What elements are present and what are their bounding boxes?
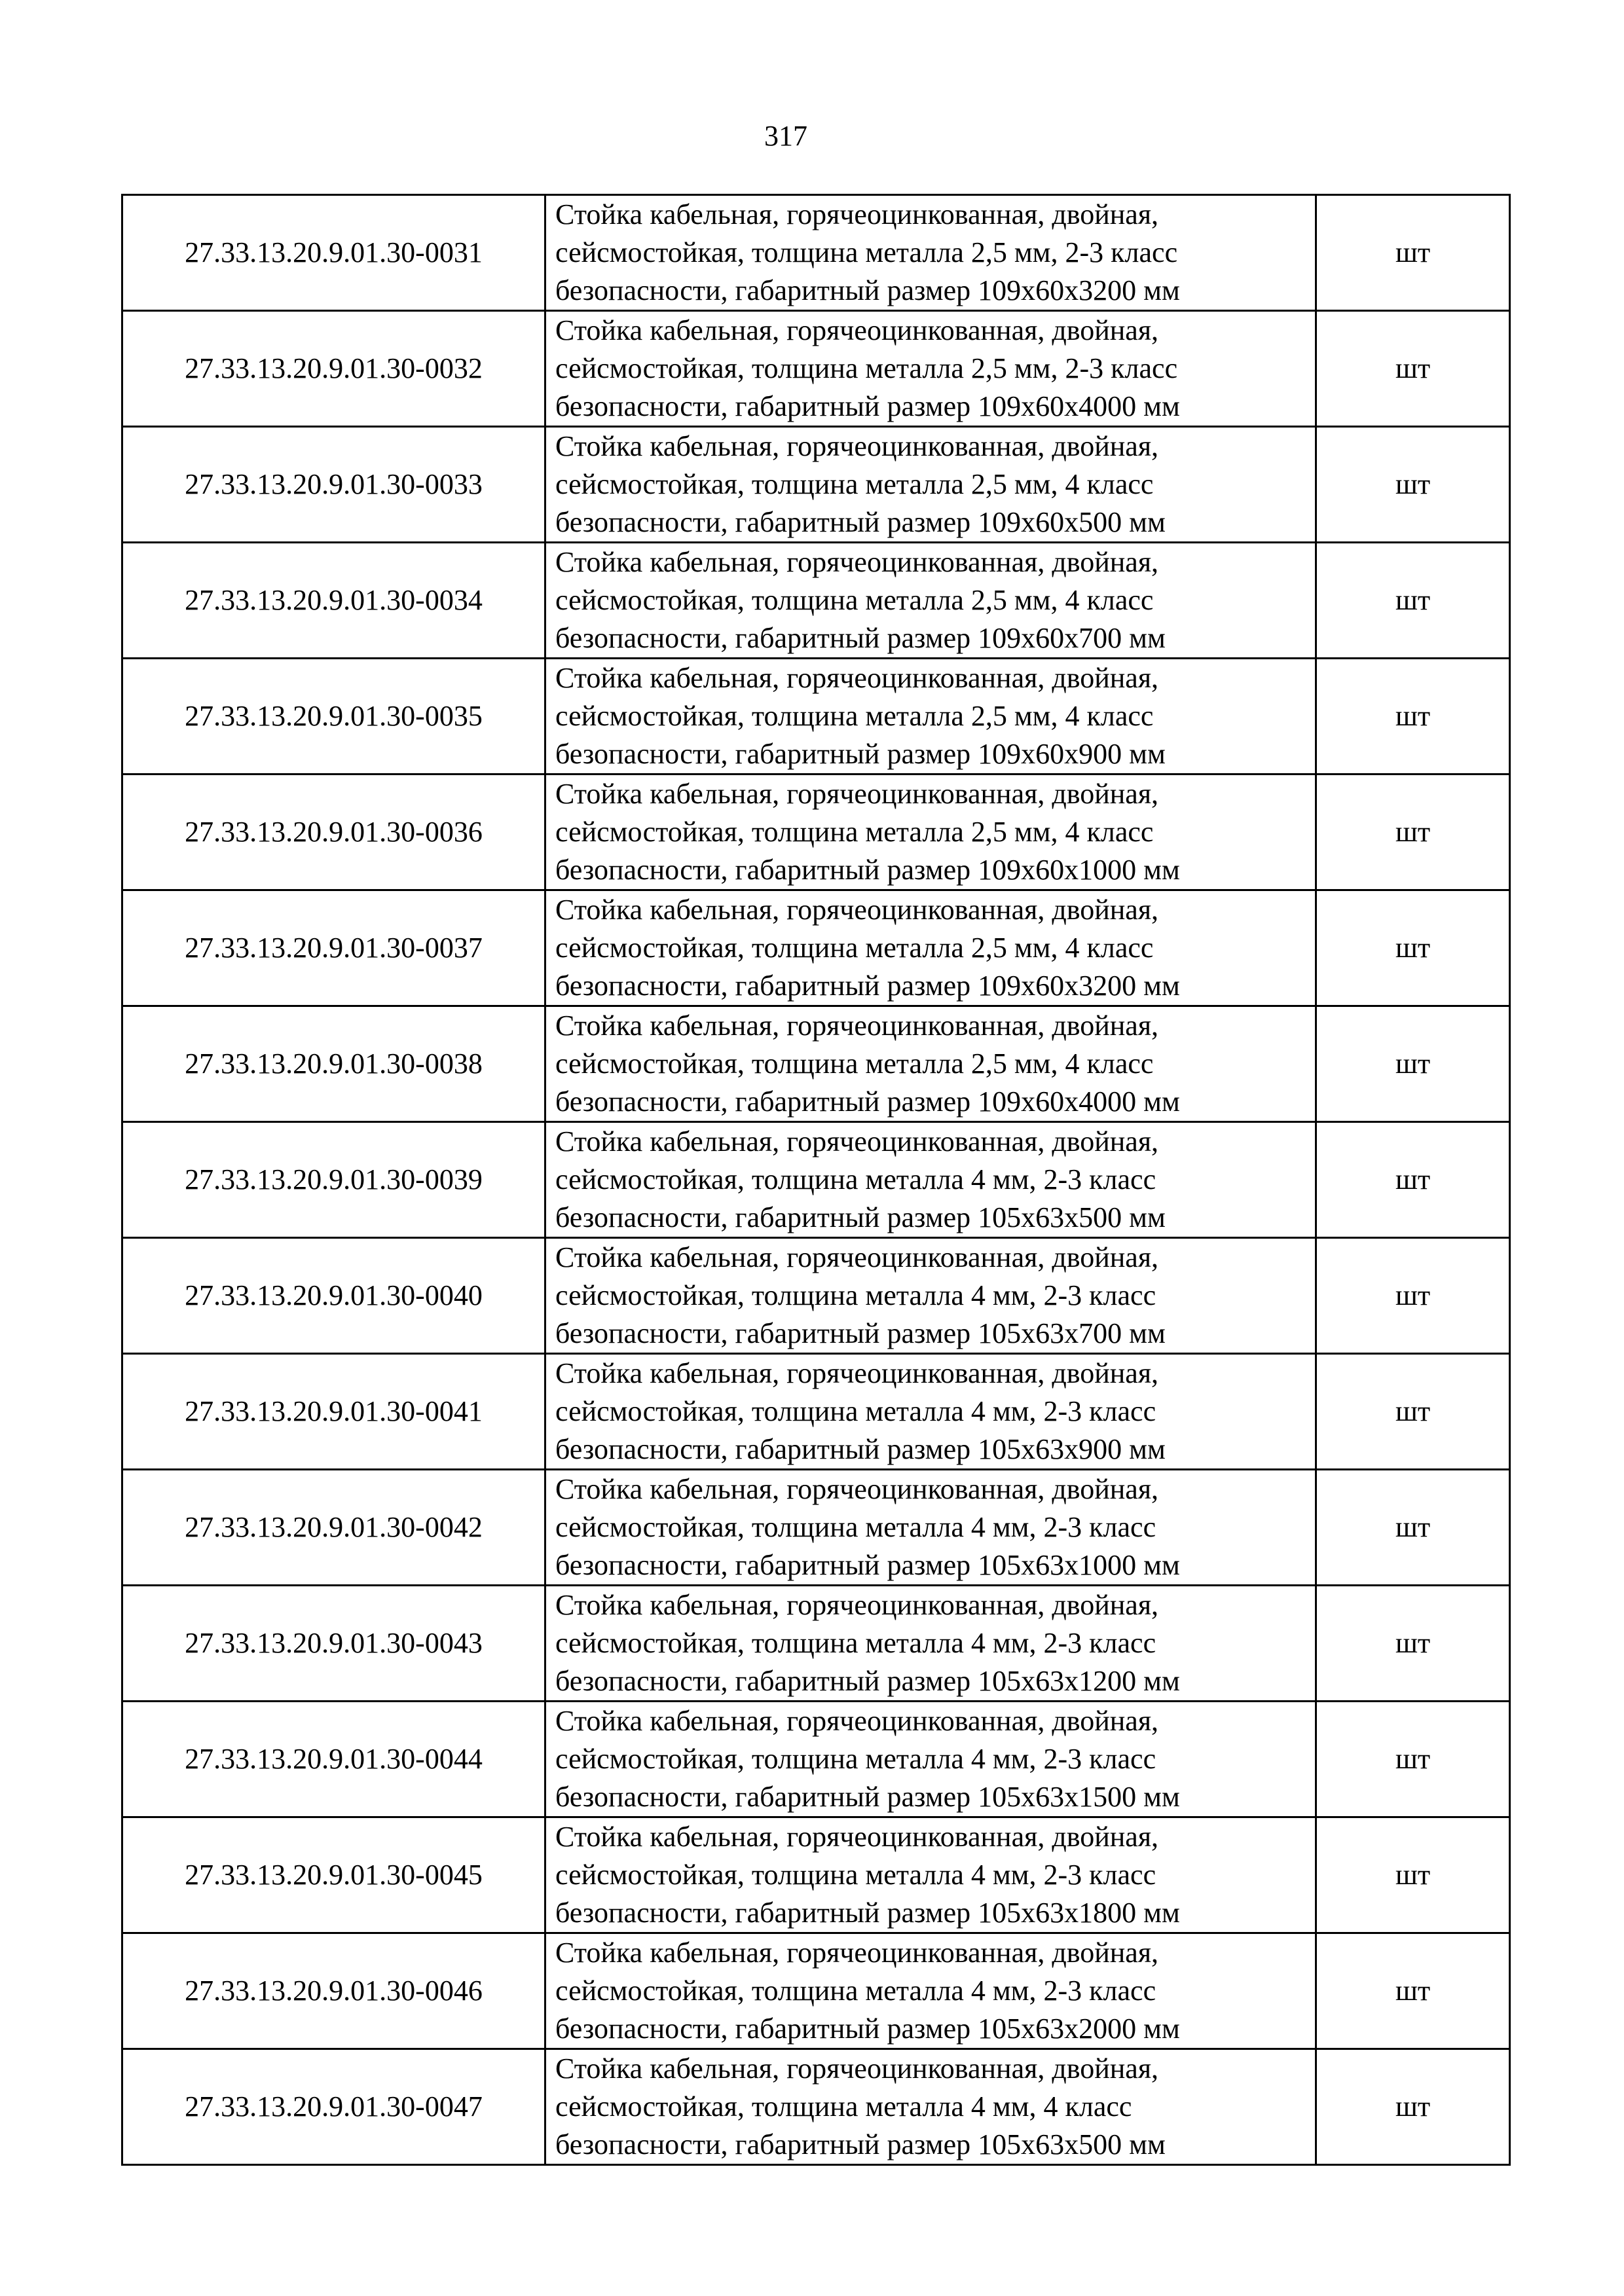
resource-unit: шт [1316, 195, 1510, 311]
resource-unit: шт [1316, 1006, 1510, 1122]
table-row [122, 1702, 1510, 1817]
table-row [122, 195, 1510, 311]
page-number: 317 [764, 120, 807, 152]
resource-description: Стойка кабельная, горячеоцинкованная, двойная, сейсмостойкая, толщина металла 2,5 мм, 4 класс безопасности, габаритный размер 109х60х1000 мм [545, 774, 1316, 890]
table-row [122, 774, 1510, 890]
resource-code: 27.33.13.20.9.01.30-0034 [122, 543, 545, 659]
resource-unit: шт [1316, 1586, 1510, 1702]
resource-code: 27.33.13.20.9.01.30-0036 [122, 774, 545, 890]
resource-code: 27.33.13.20.9.01.30-0044 [122, 1702, 545, 1817]
table-row [122, 2049, 1510, 2165]
table-row [122, 1006, 1510, 1122]
resource-unit: шт [1316, 1817, 1510, 1933]
resource-code: 27.33.13.20.9.01.30-0045 [122, 1817, 545, 1933]
resource-description: Стойка кабельная, горячеоцинкованная, двойная, сейсмостойкая, толщина металла 4 мм, 2-3 класс безопасности, габаритный размер 105х63х1800 мм [545, 1817, 1316, 1933]
resource-unit: шт [1316, 1933, 1510, 2049]
resource-description: Стойка кабельная, горячеоцинкованная, двойная, сейсмостойкая, толщина металла 2,5 мм, 2-3 класс безопасности, габаритный размер 109х60х3200 мм [545, 195, 1316, 311]
table-row [122, 427, 1510, 543]
resource-unit: шт [1316, 427, 1510, 543]
resource-unit: шт [1316, 1238, 1510, 1354]
resource-description: Стойка кабельная, горячеоцинкованная, двойная, сейсмостойкая, толщина металла 4 мм, 2-3 класс безопасности, габаритный размер 105х63х1500 мм [545, 1702, 1316, 1817]
resource-code: 27.33.13.20.9.01.30-0032 [122, 311, 545, 427]
resource-description: Стойка кабельная, горячеоцинкованная, двойная, сейсмостойкая, толщина металла 4 мм, 2-3 класс безопасности, габаритный размер 105х63х700 мм [545, 1238, 1316, 1354]
resource-code: 27.33.13.20.9.01.30-0031 [122, 195, 545, 311]
resource-code: 27.33.13.20.9.01.30-0035 [122, 659, 545, 774]
table-row [122, 1238, 1510, 1354]
resource-description: Стойка кабельная, горячеоцинкованная, двойная, сейсмостойкая, толщина металла 4 мм, 2-3 класс безопасности, габаритный размер 105х63х500 мм [545, 1122, 1316, 1238]
resource-code: 27.33.13.20.9.01.30-0040 [122, 1238, 545, 1354]
resource-table [121, 194, 1511, 2166]
table-row [122, 1586, 1510, 1702]
resource-unit: шт [1316, 774, 1510, 890]
resource-code: 27.33.13.20.9.01.30-0042 [122, 1470, 545, 1586]
table-row [122, 890, 1510, 1006]
resource-code: 27.33.13.20.9.01.30-0047 [122, 2049, 545, 2165]
table-row [122, 1470, 1510, 1586]
resource-code: 27.33.13.20.9.01.30-0038 [122, 1006, 545, 1122]
resource-description: Стойка кабельная, горячеоцинкованная, двойная, сейсмостойкая, толщина металла 4 мм, 2-3 класс безопасности, габаритный размер 105х63х1200 мм [545, 1586, 1316, 1702]
resource-description: Стойка кабельная, горячеоцинкованная, двойная, сейсмостойкая, толщина металла 4 мм, 2-3 класс безопасности, габаритный размер 105х63х900 мм [545, 1354, 1316, 1470]
resource-unit: шт [1316, 1470, 1510, 1586]
resource-code: 27.33.13.20.9.01.30-0046 [122, 1933, 545, 2049]
resource-unit: шт [1316, 890, 1510, 1006]
table-row [122, 543, 1510, 659]
resource-code: 27.33.13.20.9.01.30-0043 [122, 1586, 545, 1702]
resource-code: 27.33.13.20.9.01.30-0041 [122, 1354, 545, 1470]
resource-unit: шт [1316, 1122, 1510, 1238]
resource-description: Стойка кабельная, горячеоцинкованная, двойная, сейсмостойкая, толщина металла 2,5 мм, 4 класс безопасности, габаритный размер 109х60х900 мм [545, 659, 1316, 774]
table-row [122, 659, 1510, 774]
resource-description: Стойка кабельная, горячеоцинкованная, двойная, сейсмостойкая, толщина металла 2,5 мм, 2-3 класс безопасности, габаритный размер 109х60х4000 мм [545, 311, 1316, 427]
table-row [122, 311, 1510, 427]
resource-description: Стойка кабельная, горячеоцинкованная, двойная, сейсмостойкая, толщина металла 2,5 мм, 4 класс безопасности, габаритный размер 109х60х4000 мм [545, 1006, 1316, 1122]
resource-code: 27.33.13.20.9.01.30-0039 [122, 1122, 545, 1238]
resource-description: Стойка кабельная, горячеоцинкованная, двойная, сейсмостойкая, толщина металла 4 мм, 4 класс безопасности, габаритный размер 105х63х500 мм [545, 2049, 1316, 2165]
resource-description: Стойка кабельная, горячеоцинкованная, двойная, сейсмостойкая, толщина металла 2,5 мм, 4 класс безопасности, габаритный размер 109х60х500 мм [545, 427, 1316, 543]
resource-description: Стойка кабельная, горячеоцинкованная, двойная, сейсмостойкая, толщина металла 2,5 мм, 4 класс безопасности, габаритный размер 109х60х3200 мм [545, 890, 1316, 1006]
resource-code: 27.33.13.20.9.01.30-0037 [122, 890, 545, 1006]
resource-code: 27.33.13.20.9.01.30-0033 [122, 427, 545, 543]
table-row [122, 1817, 1510, 1933]
resource-unit: шт [1316, 1702, 1510, 1817]
resource-description: Стойка кабельная, горячеоцинкованная, двойная, сейсмостойкая, толщина металла 4 мм, 2-3 класс безопасности, габаритный размер 105х63х1000 мм [545, 1470, 1316, 1586]
resource-unit: шт [1316, 2049, 1510, 2165]
resource-description: Стойка кабельная, горячеоцинкованная, двойная, сейсмостойкая, толщина металла 4 мм, 2-3 класс безопасности, габаритный размер 105х63х2000 мм [545, 1933, 1316, 2049]
table-row [122, 1354, 1510, 1470]
resource-description: Стойка кабельная, горячеоцинкованная, двойная, сейсмостойкая, толщина металла 2,5 мм, 4 класс безопасности, габаритный размер 109х60х700 мм [545, 543, 1316, 659]
resource-unit: шт [1316, 543, 1510, 659]
resource-table-body [122, 195, 1510, 2165]
table-row [122, 1933, 1510, 2049]
table-row [122, 1122, 1510, 1238]
resource-unit: шт [1316, 659, 1510, 774]
resource-unit: шт [1316, 1354, 1510, 1470]
resource-unit: шт [1316, 311, 1510, 427]
